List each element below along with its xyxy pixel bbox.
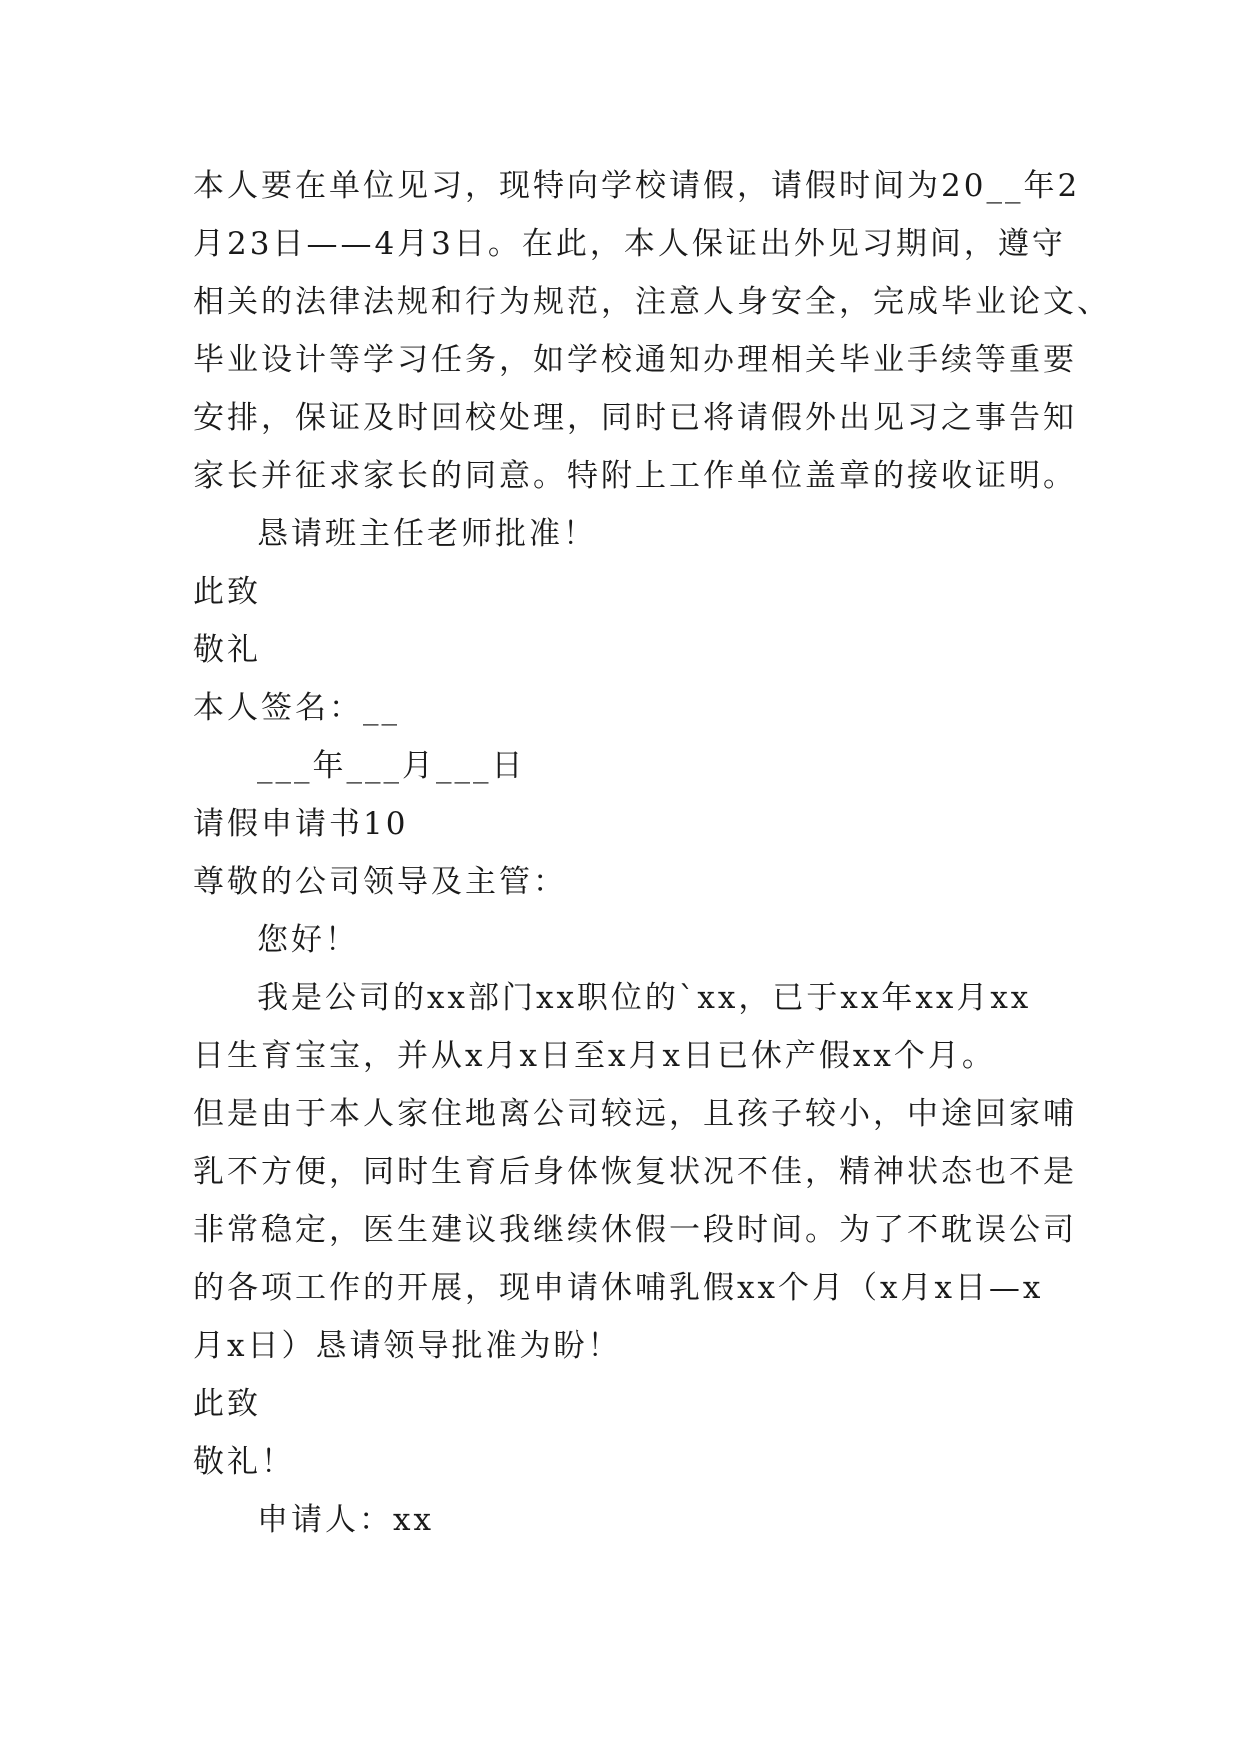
body-text-line: 的各项工作的开展，现申请休哺乳假xx个月（x月x日—x: [193, 1270, 1044, 1306]
body-text-line: 家长并征求家长的同意。特附上工作单位盖章的接收证明。: [193, 458, 1077, 494]
body-text-line: 但是由于本人家住地离公司较远，且孩子较小，中途回家哺: [193, 1096, 1077, 1132]
closing-salutation: 此致: [193, 574, 261, 610]
section-heading: 请假申请书10: [193, 806, 409, 842]
body-text-line: 相关的法律法规和行为规范，注意人身安全，完成毕业论文、: [193, 284, 1111, 320]
body-text-line: 月23日——4月3日。在此，本人保证出外见习期间，遵守: [193, 226, 1066, 262]
closing-salutation: 此致: [193, 1386, 261, 1422]
body-text-line: 月x日）恳请领导批准为盼！: [193, 1328, 622, 1364]
body-text-line: 毕业设计等学习任务，如学校通知办理相关毕业手续等重要: [193, 342, 1077, 378]
signature-line: 本人签名：__: [193, 690, 400, 726]
body-text-line: 安排，保证及时回校处理，同时已将请假外出见习之事告知: [193, 400, 1077, 436]
body-text-line: 本人要在单位见习，现特向学校请假，请假时间为20__年2: [193, 168, 1081, 204]
closing-regards: 敬礼！: [193, 1444, 295, 1480]
body-text-line: 我是公司的xx部门xx职位的`xx，已于xx年xx月xx: [257, 980, 1032, 1016]
request-approval-line: 恳请班主任老师批准！: [257, 516, 597, 552]
body-text-line: 日生育宝宝，并从x月x日至x月x日已休产假xx个月。: [193, 1038, 996, 1074]
addressee-line: 尊敬的公司领导及主管：: [193, 864, 567, 900]
greeting-line: 您好！: [257, 922, 359, 958]
closing-regards: 敬礼: [193, 632, 261, 668]
applicant-line: 申请人：xx: [257, 1502, 434, 1538]
body-text-line: 乳不方便，同时生育后身体恢复状况不佳，精神状态也不是: [193, 1154, 1077, 1190]
body-text-line: 非常稳定，医生建议我继续休假一段时间。为了不耽误公司: [193, 1212, 1077, 1248]
date-line: ___年___月___日: [257, 748, 526, 784]
